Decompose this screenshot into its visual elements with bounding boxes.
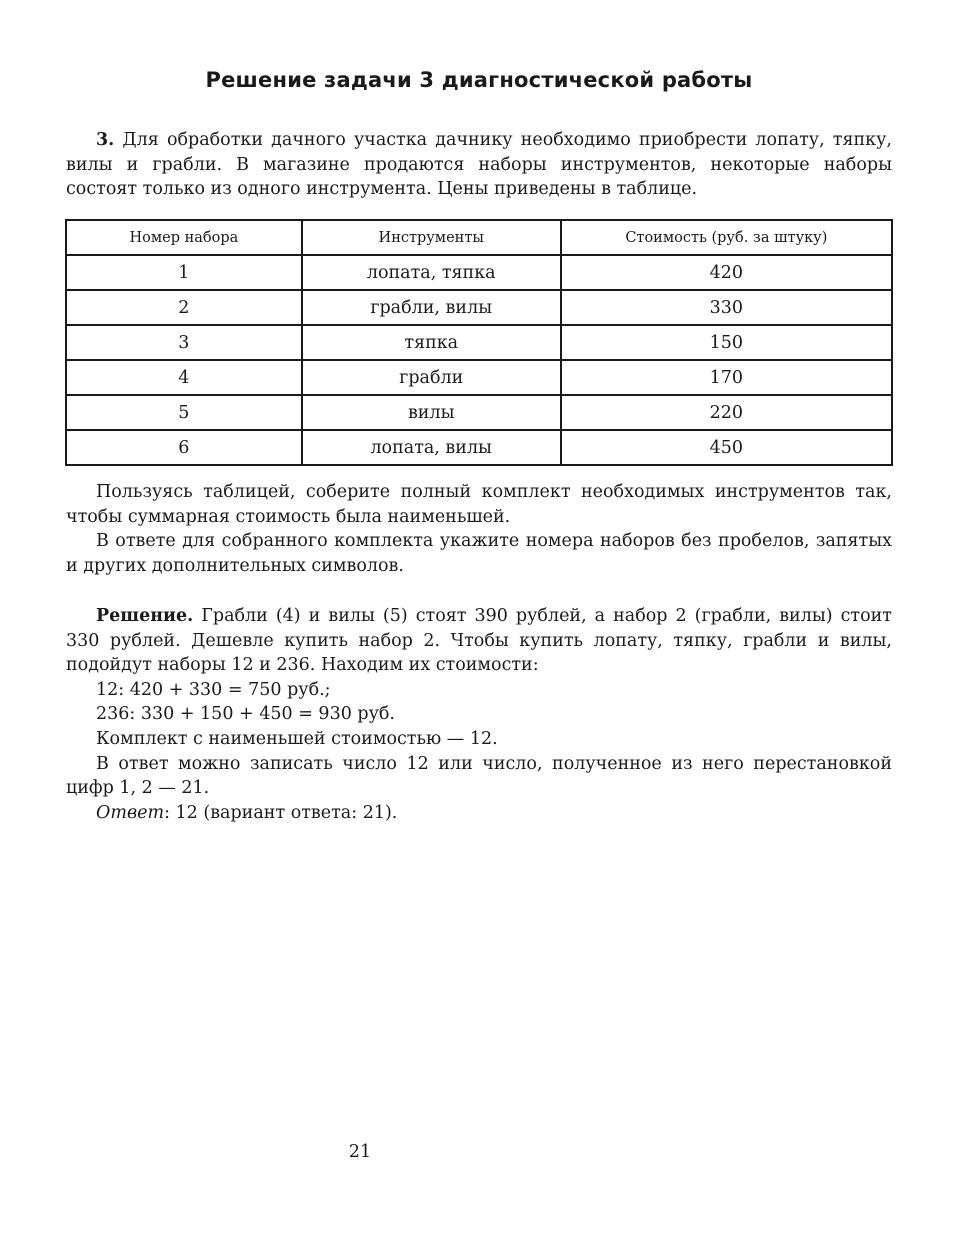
- answer-line: [66, 801, 892, 826]
- table-row: [66, 325, 892, 360]
- cell-set-number: 1: [66, 255, 302, 290]
- table-row: [66, 290, 892, 325]
- cell-set-number: 5: [66, 395, 302, 430]
- task-paragraph-2: В ответе для собранного комплекта укажите номера наборов без пробелов, запятых и других дополнительных символов.: [66, 531, 892, 576]
- cell-tools: лопата, тяпка: [302, 255, 561, 290]
- cell-tools: вилы: [302, 395, 561, 430]
- table-row: [66, 430, 892, 465]
- problem-statement: [66, 128, 892, 202]
- task-paragraph-1: Пользуясь таблицей, соберите полный комплект необходимых инструментов так, чтобы суммарная стоимость была наименьшей.: [66, 482, 892, 527]
- cell-tools: грабли, вилы: [302, 290, 561, 325]
- header-price: Стоимость (руб. за штуку): [561, 220, 892, 255]
- answer-label: Ответ: [96, 802, 165, 823]
- cell-set-number: 4: [66, 360, 302, 395]
- cell-price: 450: [561, 430, 892, 465]
- cell-set-number: 6: [66, 430, 302, 465]
- sets-table: [65, 219, 893, 466]
- cell-tools: грабли: [302, 360, 561, 395]
- problem-number: 3.: [96, 130, 115, 150]
- page-title: Решение задачи 3 диагностической работы: [205, 68, 753, 92]
- cell-price: 220: [561, 395, 892, 430]
- cell-price: 170: [561, 360, 892, 395]
- cell-tools: тяпка: [302, 325, 561, 360]
- table-row: [66, 395, 892, 430]
- table-row: [66, 360, 892, 395]
- cell-tools: лопата, вилы: [302, 430, 561, 465]
- solution-conclusion: Комплект с наименьшей стоимостью — 12.: [96, 728, 498, 749]
- table-header-row: [66, 220, 892, 255]
- cell-set-number: 3: [66, 325, 302, 360]
- page-number: 21: [348, 1142, 372, 1162]
- solution-calc-1: 12: 420 + 330 = 750 руб.;: [96, 679, 331, 700]
- solution-label: Решение.: [96, 606, 194, 626]
- header-set-number: Номер набора: [66, 220, 302, 255]
- cell-price: 330: [561, 290, 892, 325]
- task-instructions: [66, 480, 892, 578]
- cell-price: 150: [561, 325, 892, 360]
- solution-calc-2: 236: 330 + 150 + 450 = 930 руб.: [96, 704, 395, 725]
- cell-set-number: 2: [66, 290, 302, 325]
- solution-note: В ответ можно записать число 12 или число, полученное из него перестановкой цифр 1, 2 — 21.: [66, 753, 892, 799]
- table-row: [66, 255, 892, 290]
- solution-paragraph: Грабли (4) и вилы (5) стоят 390 рублей, а набор 2 (грабли, вилы) стоит 330 рублей. Дешевле купить набор 2. Чтобы купить лопату, тяпку, грабли и вилы, подойдут наборы 12 и 236. Находим их стоимости:: [66, 606, 892, 676]
- problem-text: Для обработки дачного участка дачнику необходимо приобрести лопату, тяпку, вилы и грабли. В магазине продаются наборы инструментов, некоторые наборы состоят только из одного инструмента. Цены приведены в таблице.: [66, 130, 892, 200]
- answer-text: : 12 (вариант ответа: 21).: [164, 802, 398, 823]
- cell-price: 420: [561, 255, 892, 290]
- header-tools: Инструменты: [302, 220, 561, 255]
- solution-section: [66, 604, 892, 825]
